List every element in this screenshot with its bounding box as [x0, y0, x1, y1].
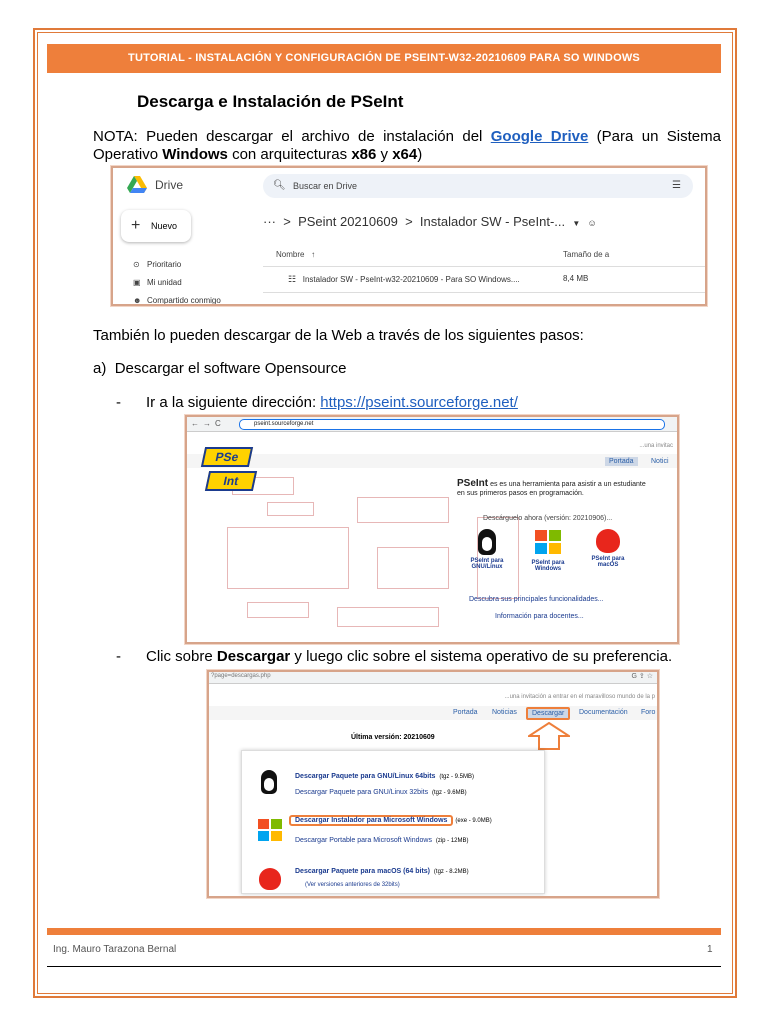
mac-link[interactable]: Descargar Paquete para macOS (64 bits) (tgz - 8.2MB)	[295, 868, 469, 875]
sourceforge-screenshot	[185, 415, 679, 644]
drive-logo-icon	[127, 176, 147, 194]
page-number: 1	[707, 944, 713, 955]
check-circle-icon: ⊙	[133, 260, 140, 269]
search-icon: 🔍︎	[273, 180, 286, 191]
windows-installer-link[interactable]: Descargar Instalador para Microsoft Windows (exe - 9.0MB)	[289, 817, 492, 824]
windows-logo-icon	[257, 818, 283, 842]
apple-icon	[259, 868, 281, 890]
linux-download[interactable]: PSeInt para GNU/Linux	[462, 529, 512, 570]
sf-intro: PSeInt es es una herramienta para asistir a un estudiante en sus primeros pasos en programación.	[457, 478, 646, 497]
mac-download[interactable]: PSeInt para macOS	[583, 529, 633, 568]
windows-download[interactable]: PSeInt para Windows	[523, 529, 573, 572]
drive-app-name: Drive	[155, 178, 184, 192]
filter-icon: ☰	[672, 180, 681, 191]
linux64-link[interactable]: Descargar Paquete para GNU/Linux 64bits (tgz - 9.5MB)	[295, 773, 475, 780]
column-name[interactable]: Nombre ↑	[276, 250, 316, 259]
file-row[interactable]: ☷ Instalador SW - PseInt-w32-20210609 - Para SO Windows....	[288, 274, 520, 284]
latest-version: Última versión: 20210609	[351, 734, 435, 741]
arrow-up-callout-icon	[528, 722, 570, 750]
browser-nav-icons: ←→C	[191, 419, 225, 428]
footer-bar	[47, 928, 721, 935]
downloads-screenshot	[207, 670, 659, 898]
teachers-link[interactable]: Información para docentes...	[495, 613, 584, 620]
tab-descargar[interactable]: Descargar	[526, 707, 570, 720]
linux32-link[interactable]: Descargar Paquete para GNU/Linux 32bits (tgz - 9.6MB)	[295, 789, 467, 796]
breadcrumb-folder[interactable]: PSeint 20210609	[298, 214, 398, 229]
section-title: Descarga e Instalación de PSeInt	[137, 92, 404, 111]
footer-author: Ing. Mauro Tarazona Bernal	[53, 944, 177, 955]
windows-logo-icon	[534, 529, 562, 555]
nav-mi-unidad[interactable]: ▣ Mi unidad	[133, 278, 182, 287]
step-2: - Clic sobre Descargar y luego clic sobre el sistema operativo de su preferencia.	[116, 648, 673, 665]
address-bar[interactable]: pseint.sourceforge.net	[239, 419, 665, 430]
people-icon: ☻	[133, 296, 142, 305]
step-1: - Ir a la siguiente dirección: https://pseint.sourceforge.net/	[116, 394, 518, 411]
footer-rule	[47, 966, 721, 967]
tab-documentacion[interactable]: Documentación	[579, 709, 628, 716]
dl-tagline: ...una invitación a entrar en el maravilloso mundo de la p	[504, 694, 655, 700]
tab-noticias[interactable]: Noticias	[492, 709, 517, 716]
tux-icon	[261, 770, 277, 794]
browser-bar	[187, 417, 677, 432]
nav-compartido[interactable]: ☻ Compartido conmigo	[133, 296, 221, 305]
step-a: a) Descargar el software Opensource	[93, 360, 347, 377]
pseint-logo: PSe Int	[199, 443, 253, 491]
sf-tagline: ...una invitac	[639, 443, 673, 449]
nav-prioritario[interactable]: ⊙ Prioritario	[133, 260, 182, 269]
drive-screenshot	[111, 166, 707, 306]
tab-noticias[interactable]: Notici	[651, 458, 669, 465]
tab-portada[interactable]: Portada	[605, 457, 638, 466]
download-now-text: Descárguelo ahora (versión: 20210906)...	[483, 515, 613, 522]
tab-foro[interactable]: Foro	[641, 709, 656, 716]
file-size: 8,4 MB	[563, 274, 589, 283]
file-icon: ☷	[288, 274, 297, 284]
google-drive-link[interactable]: Google Drive	[490, 128, 589, 145]
tab-portada[interactable]: Portada	[453, 709, 478, 716]
new-button[interactable]: + Nuevo	[121, 210, 191, 242]
plus-icon: +	[131, 217, 141, 234]
note-paragraph: NOTA: Pueden descargar el archivo de instalación del Google Drive (Para un Sistema Operativo Windows con arquitecturas x86 y x64)	[93, 128, 721, 163]
chevron-down-icon[interactable]: ▼	[572, 219, 581, 228]
apple-icon	[596, 529, 620, 553]
sort-up-icon: ↑	[311, 250, 316, 259]
header-title: TUTORIAL - INSTALACIÓN Y CONFIGURACIÓN DE PSEINT-W32-20210609 PARA SO WINDOWS	[47, 44, 721, 73]
address-bar[interactable]: ?page=descargas.php	[211, 673, 271, 679]
column-size[interactable]: Tamaño de a	[563, 250, 610, 259]
breadcrumb-current[interactable]: Instalador SW - PseInt-...	[419, 214, 566, 229]
search-box[interactable]: 🔍︎ Buscar en Drive ☰	[263, 174, 693, 198]
breadcrumb: ··· > PSeint 20210609 > Instalador SW - PseInt-... ▼ ☺	[263, 214, 597, 229]
drive-folder-icon: ▣	[133, 278, 141, 287]
web-intro: También lo pueden descargar de la Web a través de los siguientes pasos:	[93, 327, 584, 344]
share-people-icon[interactable]: ☺	[587, 218, 597, 228]
windows-portable-link[interactable]: Descargar Portable para Microsoft Windows (zip - 12MB)	[295, 837, 469, 844]
browser-icons: G ⇪ ☆	[631, 673, 653, 680]
pseint-url-link[interactable]: https://pseint.sourceforge.net/	[320, 394, 518, 411]
features-link[interactable]: Descubra sus principales funcionalidades...	[469, 596, 604, 603]
tux-icon	[478, 529, 496, 555]
mac-old-link[interactable]: (Ver versiones anteriores de 32bits)	[305, 882, 400, 888]
